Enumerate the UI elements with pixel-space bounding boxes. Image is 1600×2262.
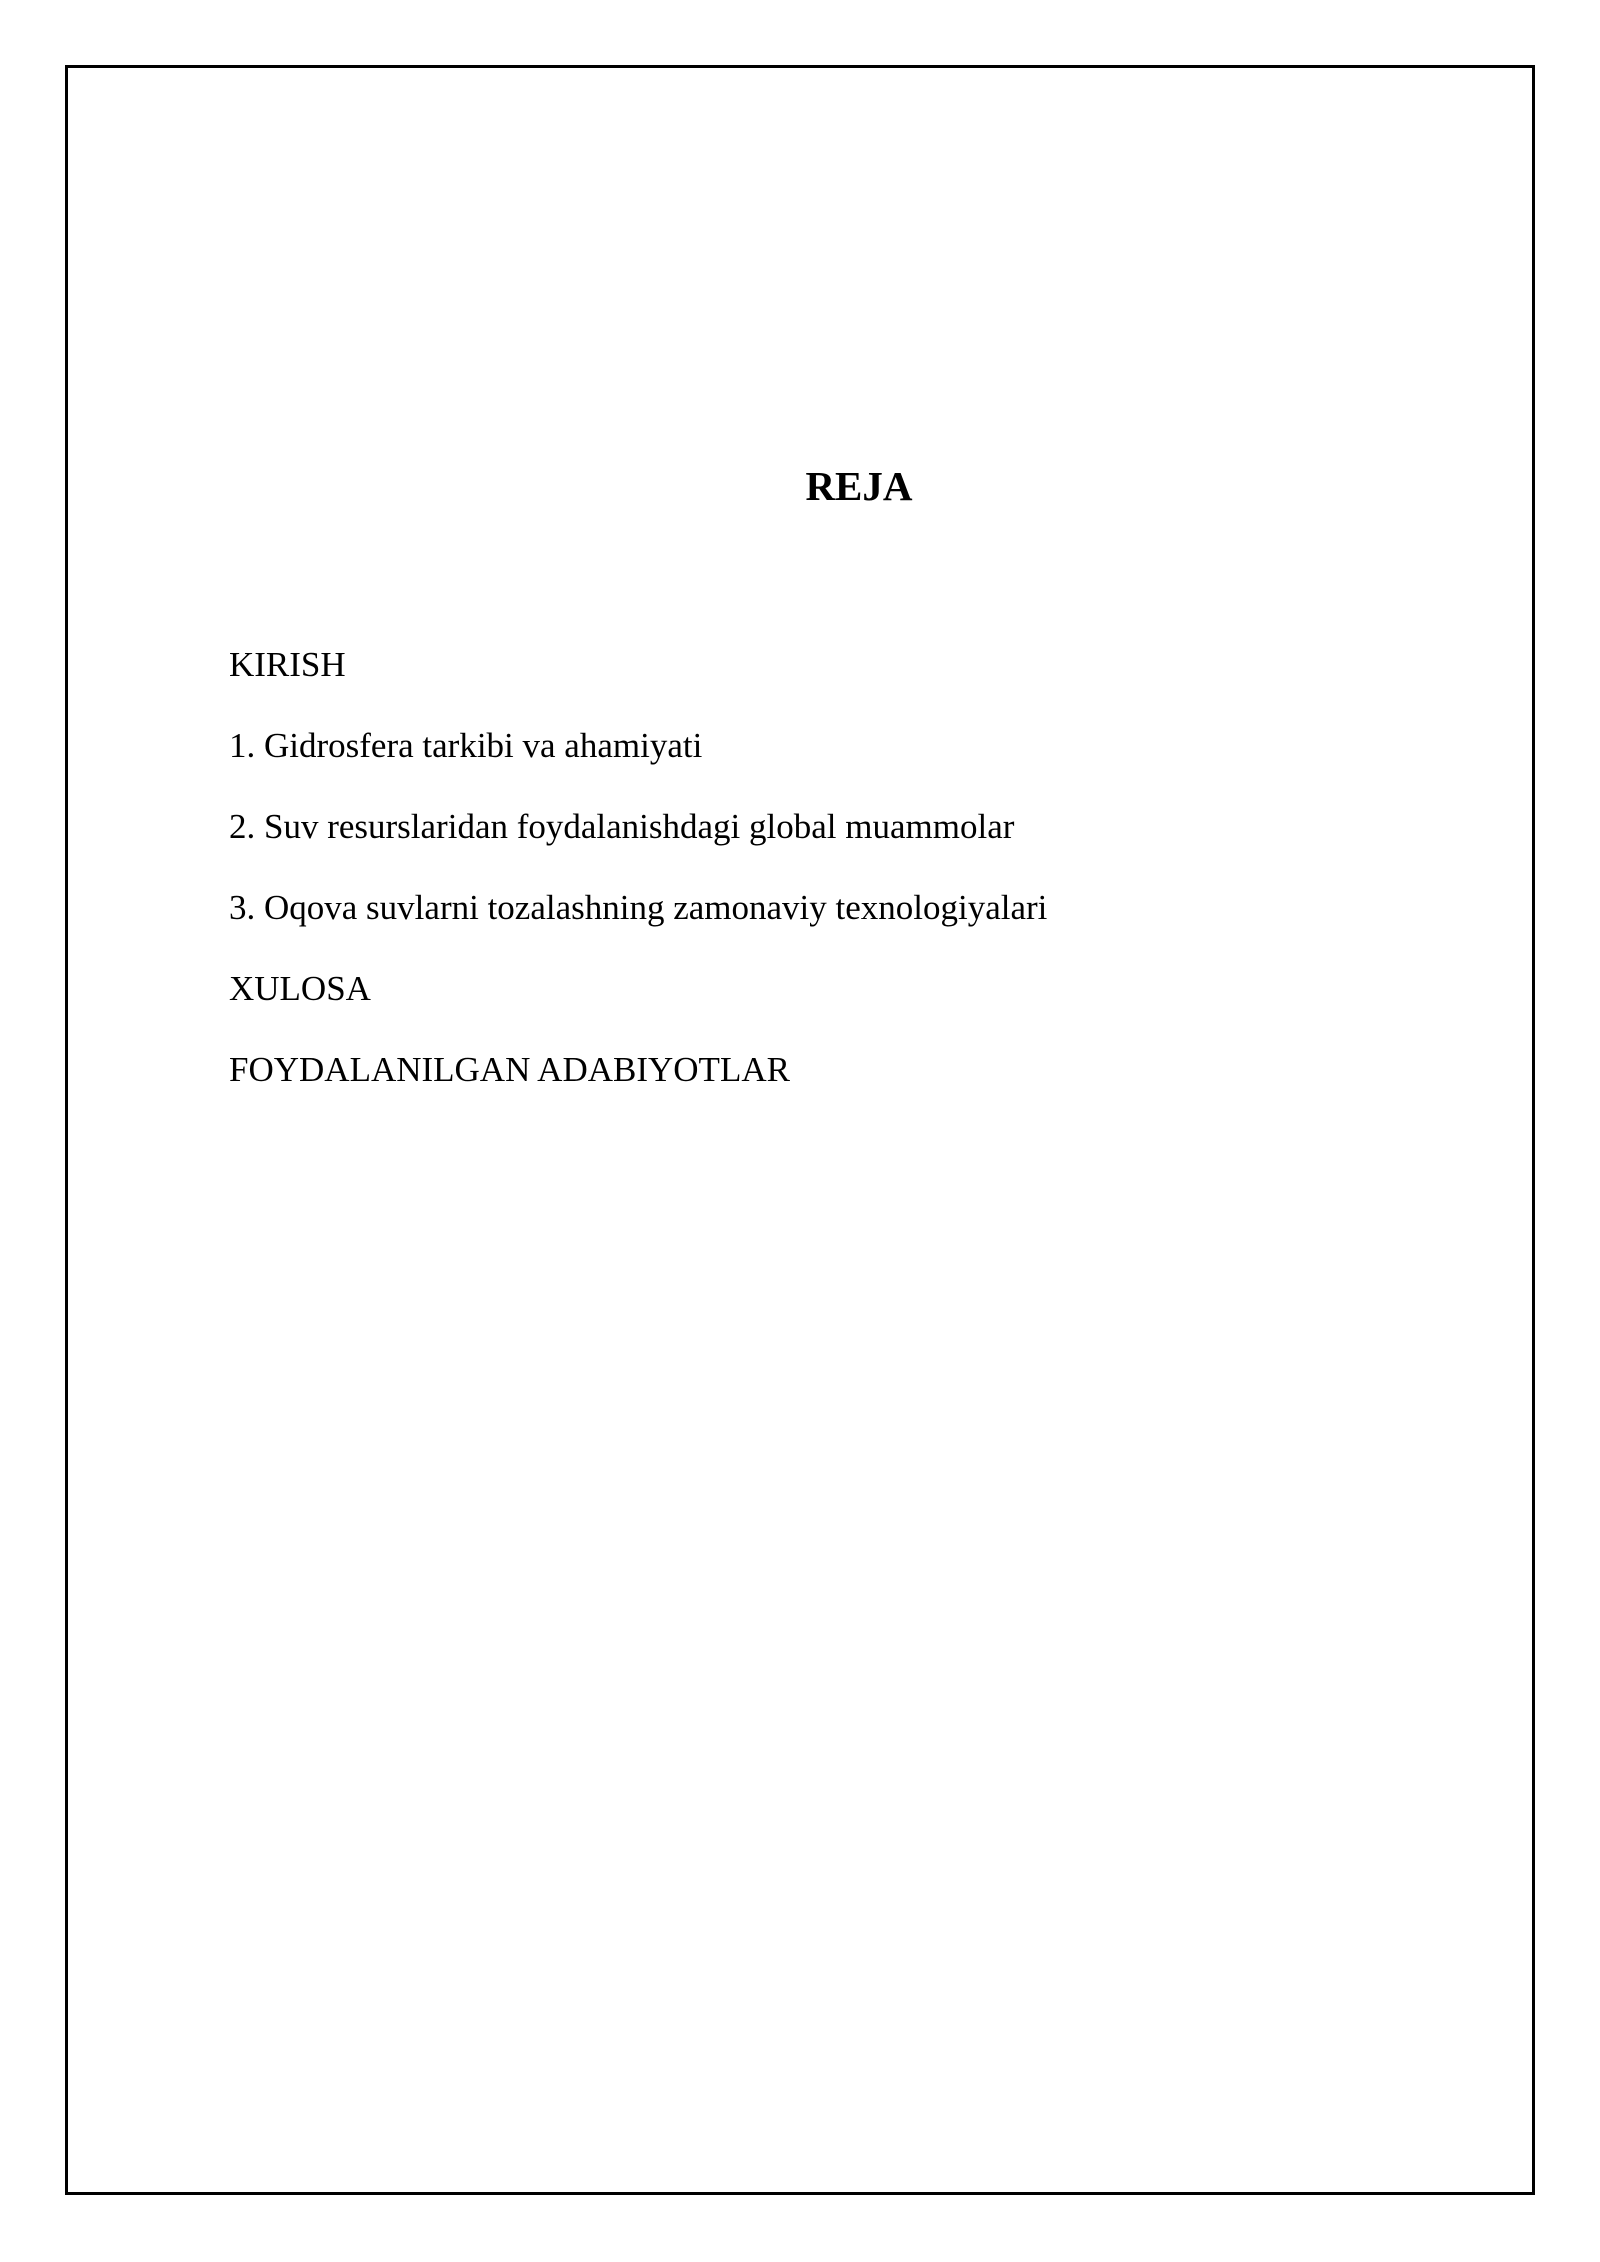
plan-item-conclusion: XULOSA xyxy=(229,969,371,1008)
plan-item-3: 3. Oqova suvlarni tozalashning zamonaviy texnologiyalari xyxy=(229,888,1048,927)
plan-item-1: 1. Gidrosfera tarkibi va ahamiyati xyxy=(229,726,703,765)
page-title: REJA xyxy=(805,463,913,509)
plan-item-introduction: KIRISH xyxy=(229,645,346,684)
plan-item-references: FOYDALANILGAN ADABIYOTLAR xyxy=(229,1050,790,1089)
plan-item-2: 2. Suv resurslaridan foydalanishdagi global muammolar xyxy=(229,807,1015,846)
page-border xyxy=(65,65,1535,2195)
plan-list xyxy=(229,640,1047,1126)
